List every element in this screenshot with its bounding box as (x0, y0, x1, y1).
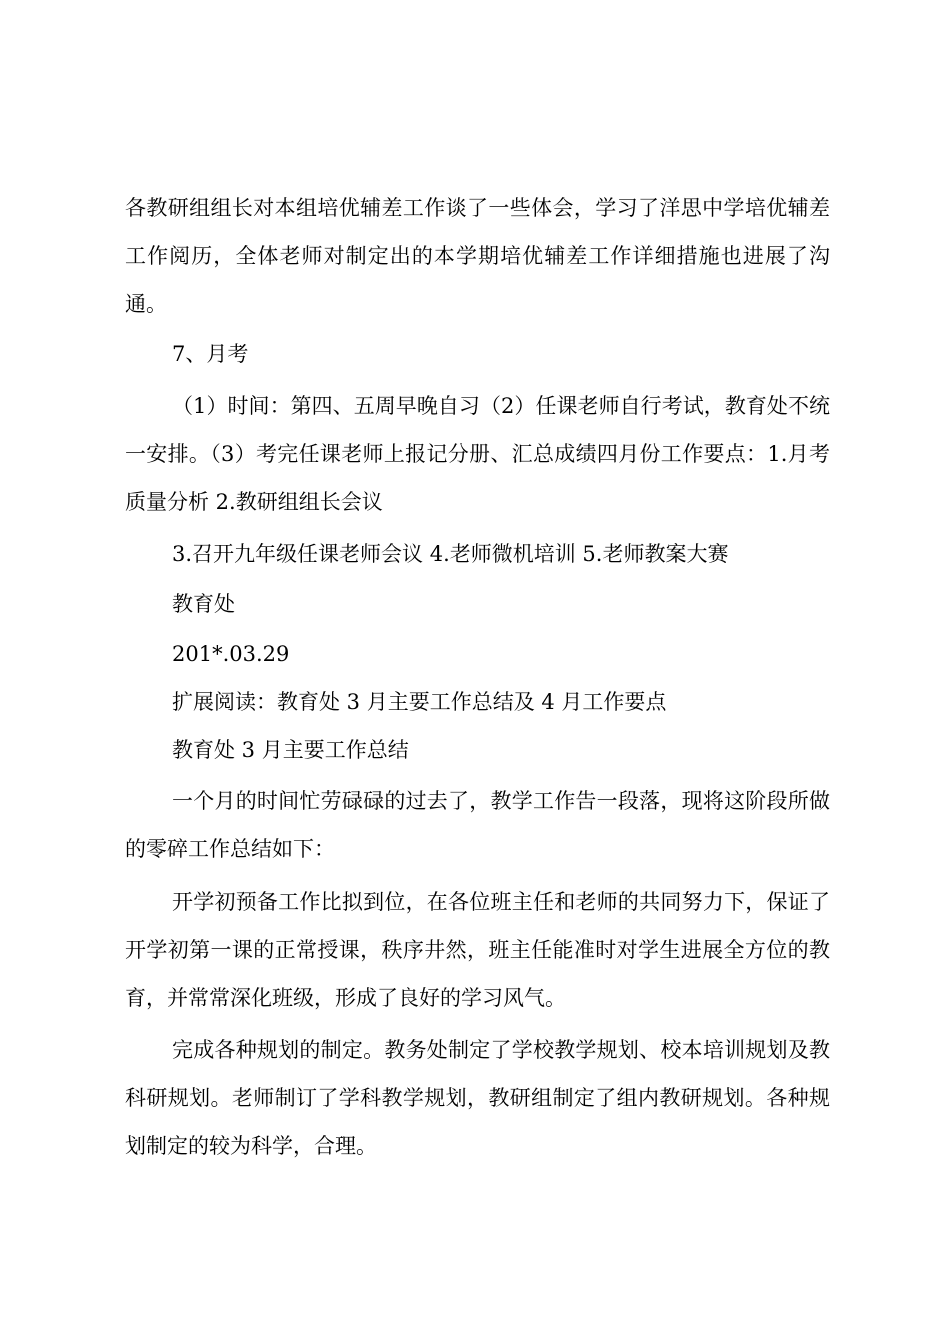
section-title-march-summary: 教育处 3 月主要工作总结 (172, 738, 409, 762)
paragraph-planning: 完成各种规划的制定。教务处制定了学校教学规划、校本培训规划及教科研规划。老师制订了学科教学规划，教研组制定了组内教研规划。各种规划制定的较为科学，合理。 (125, 1038, 830, 1158)
heading-monthly-exam: 7、月考 (172, 342, 249, 366)
signature-office: 教育处 (172, 592, 235, 616)
paragraph-april-points: 3.召开九年级任课老师会议 4.老师微机培训 5.老师教案大赛 (172, 542, 729, 566)
signature-date: 201*.03.29 (172, 642, 290, 666)
paragraph-intro: 一个月的时间忙劳碌碌的过去了，教学工作告一段落，现将这阶段所做的零碎工作总结如下： (125, 789, 830, 861)
paragraph-exam-details: （1）时间：第四、五周早晚自习（2）任课老师自行考试，教育处不统一安排。（3）考完任课老师上报记分册、汇总成绩四月份工作要点：1.月考质量分析 2.教研组组长会议 (125, 394, 830, 514)
extended-reading-title: 扩展阅读：教育处 3 月主要工作总结及 4 月工作要点 (172, 690, 667, 714)
paragraph-semester-start: 开学初预备工作比拟到位，在各位班主任和老师的共同努力下，保证了开学初第一课的正常授课，秩序井然，班主任能准时对学生进展全方位的教育，并常常深化班级，形成了良好的学习风气。 (125, 890, 830, 1010)
paragraph-tutoring-summary: 各教研组组长对本组培优辅差工作谈了一些体会，学习了洋思中学培优辅差工作阅历，全体老师对制定出的本学期培优辅差工作详细措施也进展了沟通。 (125, 196, 830, 316)
